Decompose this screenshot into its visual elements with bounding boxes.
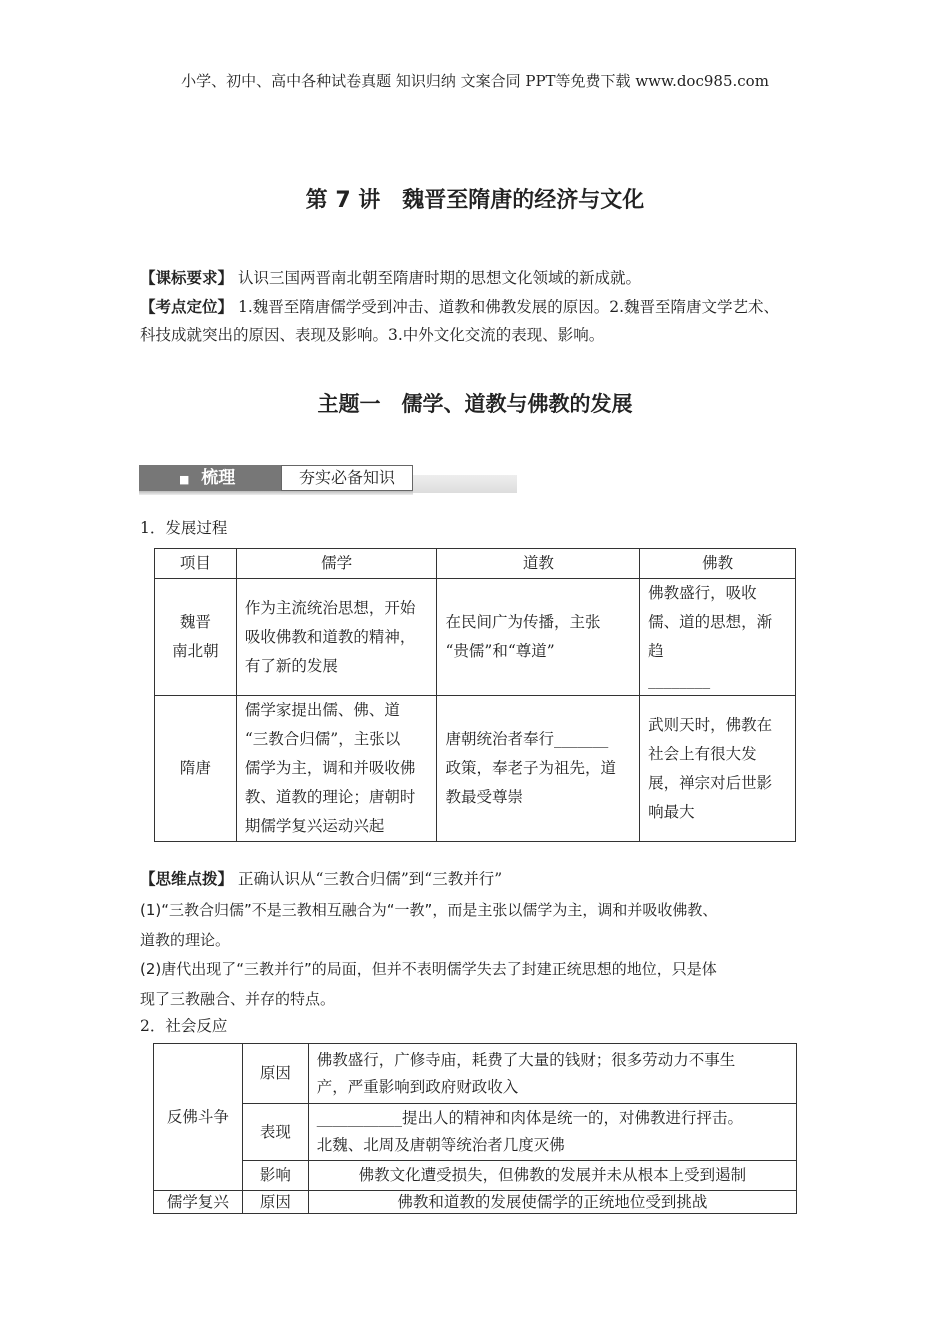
- reaction-table: [153, 1043, 797, 1214]
- cell: 影响: [242, 1161, 308, 1191]
- cell: 佛教盛行，广修寺庙，耗费了大量的钱财；很多劳动力不事生 产，严重影响到政府财政收入: [308, 1044, 796, 1104]
- table-row: [155, 579, 796, 696]
- cell: 表现: [242, 1104, 308, 1161]
- page-header: 小学、初中、高中各种试卷真题 知识归纳 文案合同 PPT等免费下载 www.doc985.com: [181, 72, 769, 90]
- table-row: [154, 1161, 797, 1191]
- cell: 武则天时，佛教在 社会上有很大发 展，禅宗对后世影 响最大: [640, 696, 796, 842]
- exam-points: [140, 292, 779, 322]
- th: 项目: [155, 549, 237, 579]
- heading-2: 2．社会反应: [140, 1017, 228, 1035]
- text: 认识三国两晋南北朝至隋唐时期的思想文化领域的新成就。: [237, 269, 641, 287]
- text: 1.魏晋至隋唐儒学受到冲击、道教和佛教发展的原因。2.魏晋至隋唐文学艺术、: [237, 298, 780, 316]
- th: 儒学: [236, 549, 437, 579]
- cell: ___________提出人的精神和肉体是统一的，对佛教进行抨击。 北魏、北周及唐朝等统治者几度灭佛: [308, 1104, 796, 1161]
- table-row: [154, 1044, 797, 1104]
- tip-p1b: 道教的理论。: [140, 931, 231, 949]
- curriculum-requirement: [140, 263, 641, 293]
- cell: 唐朝统治者奉行_______ 政策，奉老子为祖先，道 教最受尊崇: [437, 696, 640, 842]
- table-row: [154, 1104, 797, 1161]
- label: 【课标要求】: [140, 268, 234, 287]
- label: 【考点定位】: [140, 297, 234, 316]
- cell: 佛教和道教的发展使儒学的正统地位受到挑战: [308, 1191, 796, 1214]
- cell: 原因: [242, 1191, 308, 1214]
- cell: 儒学家提出儒、佛、道 “三教合归儒”，主张以 儒学为主，调和并吸收佛 教、道教的理论；唐朝时 期儒学复兴运动兴起: [236, 696, 437, 842]
- cell: 儒学复兴: [154, 1191, 243, 1214]
- banner-left: ■ 梳理: [139, 465, 281, 491]
- section-banner: [139, 465, 517, 495]
- cell: 反佛斗争: [154, 1044, 243, 1191]
- section-title: 主题一 儒学、道教与佛教的发展: [317, 392, 633, 416]
- cell: 原因: [242, 1044, 308, 1104]
- thinking-tip: [140, 864, 502, 894]
- th: 佛教: [640, 549, 796, 579]
- exam-points-cont: 科技成就突出的原因、表现及影响。3.中外文化交流的表现、影响。: [140, 326, 605, 344]
- tip-p1: (1)“三教合归儒”不是三教相互融合为“一教”，而是主张以儒学为主，调和并吸收佛教、: [140, 901, 718, 919]
- development-table: [154, 548, 796, 842]
- cell: 作为主流统治思想，开始 吸收佛教和道教的精神， 有了新的发展: [236, 579, 437, 696]
- tip-p2b: 现了三教融合、并存的特点。: [140, 990, 336, 1008]
- cell: 佛教文化遭受损失，但佛教的发展并未从根本上受到遏制: [308, 1161, 796, 1191]
- banner-right: 夯实必备知识: [281, 465, 413, 491]
- th: 道教: [437, 549, 640, 579]
- tip-p2: (2)唐代出现了“三教并行”的局面，但并不表明儒学失去了封建正统思想的地位，只是体: [140, 960, 717, 978]
- lesson-title: 第 7 讲 魏晋至隋唐的经济与文化: [305, 188, 645, 213]
- heading-1: 1．发展过程: [140, 519, 228, 537]
- banner-left-text: 梳理: [201, 468, 236, 488]
- cell: 魏晋 南北朝: [155, 579, 237, 696]
- table-row: [154, 1191, 797, 1214]
- cell: 隋唐: [155, 696, 237, 842]
- cell: 在民间广为传播，主张 “贵儒”和“尊道”: [437, 579, 640, 696]
- label: 【思维点拨】: [140, 869, 234, 888]
- cell: 佛教盛行，吸收 儒、道的思想，渐 趋 ________: [640, 579, 796, 696]
- table-row: [155, 696, 796, 842]
- text: 正确认识从“三教合归儒”到“三教并行”: [237, 870, 503, 888]
